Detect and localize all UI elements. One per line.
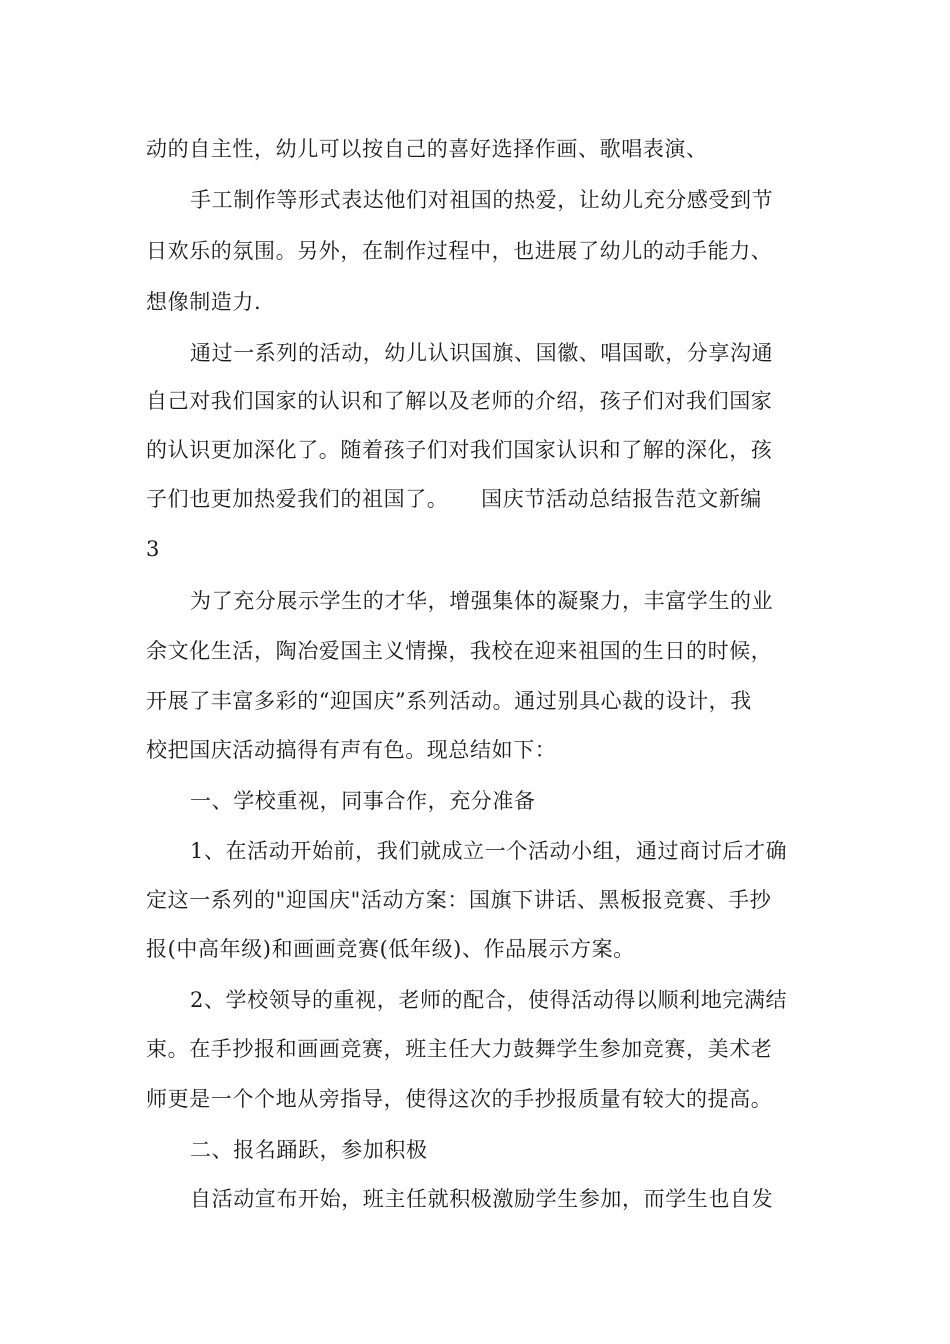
text-line: 定这一系列的"迎国庆"活动方案：国旗下讲话、黑板报竞赛、手抄 — [146, 888, 772, 912]
text-line: 手工制作等形式表达他们对祖国的热爱，让幼儿充分感受到节 — [190, 188, 774, 212]
section-heading: 一、学校重视，同事合作，充分准备 — [190, 789, 536, 813]
section-heading: 二、报名踊跃，参加积极 — [190, 1138, 428, 1162]
text-line: 动的自主性，幼儿可以按自己的喜好选择作画、歌唱表演、 — [146, 137, 708, 161]
text-line: 2、学校领导的重视，老师的配合，使得活动得以顺利地完满结 — [190, 988, 788, 1012]
text-line: 校把国庆活动搞得有声有色。现总结如下： — [146, 738, 557, 762]
text-line: 通过一系列的活动，幼儿认识国旗、国徽、唱国歌，分享沟通 — [190, 341, 774, 365]
text-line: 自己对我们国家的认识和了解以及老师的介绍，孩子们对我们国家 — [146, 389, 773, 413]
text-line: 想像制造力. — [146, 290, 262, 314]
text-line: 师更是一个个地从旁指导，使得这次的手抄报质量有较大的提高。 — [146, 1087, 773, 1111]
text-line: 开展了丰富多彩的“迎国庆”系列活动。通过别具心裁的设计，我 — [146, 689, 752, 713]
text-line: 束。在手抄报和画画竞赛，班主任大力鼓舞学生参加竞赛，美术老 — [146, 1037, 773, 1061]
text-line: 的认识更加深化了。随着孩子们对我们国家认识和了解的深化，孩 — [146, 438, 773, 462]
text-line: 1、在活动开始前，我们就成立一个活动小组，通过商讨后才确 — [190, 839, 788, 863]
text-line: 为了充分展示学生的才华，增强集体的凝聚力，丰富学生的业 — [190, 589, 774, 613]
text-line: 报(中高年级)和画画竞赛(低年级)、作品展示方案。 — [146, 937, 635, 961]
text-line: 日欢乐的氛围。另外，在制作过程中，也进展了幼儿的动手能力、 — [146, 239, 773, 263]
text-line: 自活动宣布开始，班主任就积极激励学生参加，而学生也自发 — [190, 1187, 774, 1211]
text-line: 3 — [146, 537, 160, 561]
text-line: 余文化生活，陶冶爱国主义情操，我校在迎来祖国的生日的时候， — [146, 639, 773, 663]
text-line: 子们也更加热爱我们的祖国了。 国庆节活动总结报告范文新编 — [146, 487, 762, 511]
